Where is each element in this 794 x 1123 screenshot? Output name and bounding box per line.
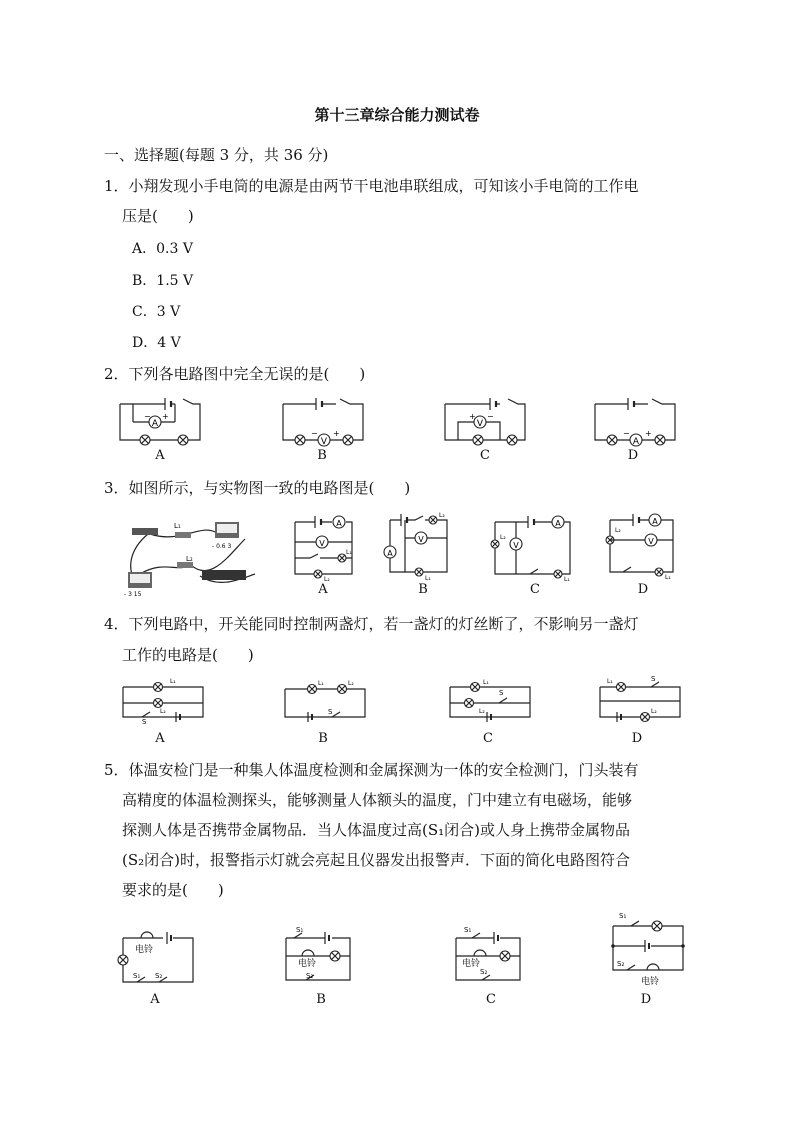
svg-text:S₂: S₂ [155,972,163,980]
svg-text:L₂: L₂ [615,527,621,534]
q2-label-b: B [317,448,327,463]
svg-text:−: − [311,429,318,438]
q3-label-b: B [418,582,428,597]
q1-option-a[interactable]: A．0.3 V [132,241,193,257]
svg-text:电铃: 电铃 [462,959,481,969]
page-title: 第十三章综合能力测试卷 [314,106,480,124]
question-4-line-2: 工作的电路是( ) [122,646,254,664]
section-heading: 一、选择题(每题 3 分，共 36 分) [104,146,329,164]
svg-text:L₁: L₁ [318,680,324,687]
svg-text:L₂: L₂ [479,708,485,715]
svg-text:A: A [336,519,342,528]
question-5-line-2: 高精度的体温检测探头，能够测量人体额头的温度，门中建立有电磁场，能够 [122,791,633,809]
svg-text:S₁: S₁ [464,926,472,934]
q5-circuit-d [605,910,690,987]
q2-label-c: C [480,448,490,463]
svg-text:L₁: L₁ [346,549,352,556]
svg-text:L₁: L₁ [665,574,671,581]
svg-text:V: V [648,537,654,546]
q1-option-d[interactable]: D．4 V [132,335,181,351]
question-5-line-5: 要求的是( ) [122,881,224,899]
svg-text:S: S [499,689,504,697]
svg-text:S: S [142,718,147,726]
svg-text:L₂: L₂ [348,680,354,687]
svg-text:S: S [651,675,656,683]
q5-circuit-b [280,920,365,986]
svg-text:电铃: 电铃 [135,945,154,955]
svg-text:A: A [387,549,393,558]
svg-text:A: A [652,517,658,526]
svg-text:+: + [162,412,169,421]
svg-text:S₂: S₂ [480,968,488,976]
q2-label-d: D [627,448,639,463]
svg-text:L₂: L₂ [439,512,445,519]
q5-label-a: A [150,992,160,1007]
svg-text:−: − [623,429,630,438]
svg-text:L₁: L₁ [425,575,431,582]
q4-label-d: D [631,731,643,746]
q1-option-b[interactable]: B．1.5 V [132,273,194,289]
svg-text:L₁: L₁ [607,678,613,685]
q5-label-c: C [486,992,496,1007]
bulb-icon [175,532,191,538]
svg-text:L₁: L₁ [564,576,570,583]
svg-text:L₁: L₁ [170,678,176,685]
question-4-line-1: 4．下列电路中，开关能同时控制两盏灯，若一盏灯的灯丝断了，不影响另一盏灯 [104,615,639,633]
q5-circuit-a [115,926,200,986]
question-5-line-1: 5．体温安检门是一种集人体温度检测和金属探测为一体的安全检测门，门头装有 [104,761,639,779]
q2-circuit-c [440,396,530,444]
q4-circuit-c [445,677,535,723]
svg-text:A: A [555,519,561,528]
question-3-text: 3．如图所示，与实物图一致的电路图是( ) [104,479,411,497]
svg-text:+: + [469,412,476,421]
q4-circuit-d [595,677,685,723]
svg-text:- 0.6 3: - 0.6 3 [212,543,232,550]
q4-circuit-b [280,677,370,723]
svg-text:- 3 15: - 3 15 [124,591,142,598]
q3-circuit-d [605,512,680,580]
svg-text:L₂: L₂ [186,555,193,563]
svg-text:+: + [645,429,652,438]
svg-text:−: − [487,412,494,421]
question-2-text: 2．下列各电路图中完全无误的是( ) [104,365,366,383]
svg-text:V: V [320,437,328,447]
svg-text:S: S [328,708,333,716]
svg-text:S₁: S₁ [619,912,627,920]
bell-icon [141,932,153,938]
svg-text:V: V [513,541,519,550]
question-1-line-1: 1．小翔发现小手电筒的电源是由两节干电池串联组成，可知该小手电筒的工作电 [104,177,639,195]
battery-icon [202,570,246,580]
svg-text:电铃: 电铃 [298,959,317,969]
q5-label-d: D [640,992,652,1007]
svg-text:S₂: S₂ [306,972,314,980]
q5-circuit-c [450,920,535,986]
svg-text:L₂: L₂ [324,576,330,583]
svg-text:V: V [476,419,484,429]
q3-label-d: D [637,582,649,597]
q3-physical-diagram [120,514,265,596]
svg-text:L₂: L₂ [160,708,166,715]
svg-text:A: A [632,437,640,447]
q3-label-a: A [318,582,328,597]
svg-text:L₂: L₂ [651,708,657,715]
svg-text:A: A [151,419,159,429]
svg-text:S₁: S₁ [296,926,304,934]
svg-text:电铃: 电铃 [641,977,660,987]
svg-text:L₁: L₁ [174,522,181,530]
q3-circuit-a [290,514,360,583]
q3-circuit-b [385,512,460,580]
q2-circuit-d [590,396,680,447]
question-5-line-4: (S₂闭合)时，报警指示灯就会亮起且仪器发出报警声．下面的简化电路图符合 [122,851,630,869]
q2-circuit-b [278,396,368,447]
q4-label-b: B [318,731,328,746]
q3-label-c: C [530,582,540,597]
svg-text:L₁: L₁ [483,679,489,686]
question-1-line-2: 压是( ) [122,207,194,225]
q4-circuit-a [118,677,208,726]
q2-label-a: A [155,448,165,463]
svg-text:V: V [418,535,424,544]
q2-circuit-a [115,396,205,444]
q1-option-c[interactable]: C．3 V [132,304,181,320]
svg-text:−: − [144,412,151,421]
switch-icon [132,528,158,535]
svg-text:V: V [319,539,325,548]
question-5-line-3: 探测人体是否携带金属物品．当人体温度过高(S₁闭合)或人身上携带金属物品 [122,821,630,839]
q4-label-a: A [155,731,165,746]
q5-label-b: B [316,992,326,1007]
q3-circuit-c [490,514,575,583]
svg-text:S₂: S₂ [617,960,625,968]
svg-text:+: + [333,429,340,438]
svg-text:S₁: S₁ [133,972,141,980]
q4-label-c: C [483,731,493,746]
svg-text:L₂: L₂ [500,534,506,541]
